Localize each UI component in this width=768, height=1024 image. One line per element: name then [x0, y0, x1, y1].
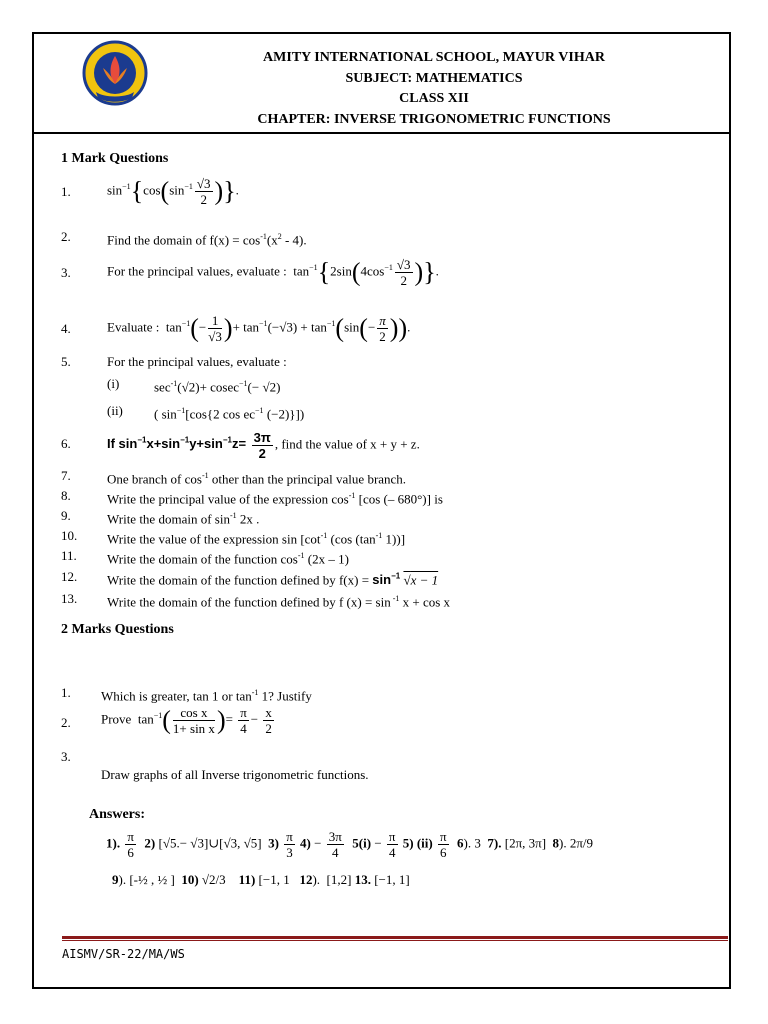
question-1-5-ii: (ii) ( $\sin^{-1}[\cos\{2$ $\cos ec^{-1}$ (−2)}]) — [107, 403, 305, 422]
question-1-5-i: (i) $\sec^{-1}(√2)+ cosec^{-1}(- √2)$ — [107, 376, 281, 395]
school-name: AMITY INTERNATIONAL SCHOOL, MAYUR VIHAR — [263, 50, 605, 65]
answers-line-2: 9). [-½ , ½ ] 10) √2/3 11) [−1, 1 12). [1,2] 13. [−1, 1] — [112, 872, 410, 887]
footer-rule — [62, 936, 728, 939]
class: CLASS XII — [399, 91, 469, 106]
question-2-3-text: Draw graphs of all Inverse trigonometric functions. — [101, 767, 369, 782]
header — [34, 34, 729, 134]
worksheet-page: AMITY INTERNATIONAL SCHOOL, MAYUR VIHAR SUBJECT: MATHEMATICS CLASS XII CHAPTER: INVERSE TRIGONOMETRIC FUNCTIONS 1 Mark Questions 1. $\sin^{-1}\{\cos(\sin^{-1}$ $\frac{√3}{2}$ )}. 2. Find the domain of $f(x) = \cos^{-1}(x^2 - 4)$. 3. For the principal values, evaluate : $\tan^{-1}\{2\sin(4\cos^{-1}$ $\frac{√3}{2}$ )}. 4. Evaluate : $\tan^{-1}(-$ $\frac{1}{√3}$ )+ $\tan^{-1}(-√3) + \tan^{-1}(\sin(-$ $\frac{\pi}{2}$ )). 5. For the principal values, evaluate : (i) $\sec^{-1}(√2)+ cosec^{-1}(- √2)$ (ii) ( $\sin^{-1}[\cos\{2$ $\cos ec^{-1}$ (−2)}]) 6. If $\sin^{-1}x+\sin^{-1}y+\sin^{-1}z=$ $\frac{3\pi}{2}$ , find the value of x + y + z. 7. One branch of $\cos^{-1}$ other than the principal value branch. 8. Write the principal value of the expression $\cos^{-1} [\cos$ (– 680°)] is 9. Write the domain of $\sin^{-1} 2x$ . 10. Write the value of the expression $\sin [\cot^{-1}$ (cos ($\tan^{-1}$ 1))] 11. Write the domain of the function $\cos^{-1} (2x - 1)$ 12. Write the domain of the function defined by $f(x) = \sin^{-1} √x - 1$ 13. Write the domain of the function defined by f (x) = sin $^{-1}$ x + cos x 2 Marks Questions 1. Which is greater, tan 1 or $\tan^{-1} 1$? Justify 2. Prove $\tan^{-1}$( $\frac{\text{cos x}}{\text{1+ sin x}}$ )= $\frac{\pi}{4}$ − $\frac{x}{2}$ 3. Draw graphs of all Inverse trigonometric functions. Answers: 1). $\frac{\pi}{6}$ 2) [√5.− √3]∪[√3, √5] 3) $\frac{\pi}{3}$ 4) − $\frac{3\pi}{4}$ 5(i) − $\frac{\pi}{4}$ 5) (ii) $\frac{\pi}{6}$ 6). 3 7). [2π, 3π] 8). 2π/9 9). [-½ , ½ ] 10) √2/3 11) [−1, 1 12). [1,2] 13. [−1, 1] AISMV/SR-22/MA/WS — [32, 32, 731, 989]
chapter: CHAPTER: INVERSE TRIGONOMETRIC FUNCTIONS — [257, 111, 611, 127]
footer-rule-thin — [62, 940, 728, 941]
section-1-title: 1 Mark Questions — [61, 151, 169, 166]
subject: SUBJECT: MATHEMATICS — [345, 70, 523, 86]
school-logo — [82, 40, 148, 106]
section-2-title: 2 Marks Questions — [61, 622, 174, 637]
answers-title: Answers: — [89, 807, 145, 822]
footer-code: AISMV/SR-22/MA/WS — [62, 947, 185, 961]
answers-line-1: 1). $\frac{\pi}{6}$ 2) [√5.− √3]∪[√3, √5] 3) $\frac{\pi}{3}$ 4) − $\frac{3\pi}{4}$ 5(i) − $\frac{\pi}{4}$ 5) (ii) $\frac{\pi}{6}$ 6). 3 7). [2π, 3π] 8). 2π/9 — [106, 829, 594, 860]
